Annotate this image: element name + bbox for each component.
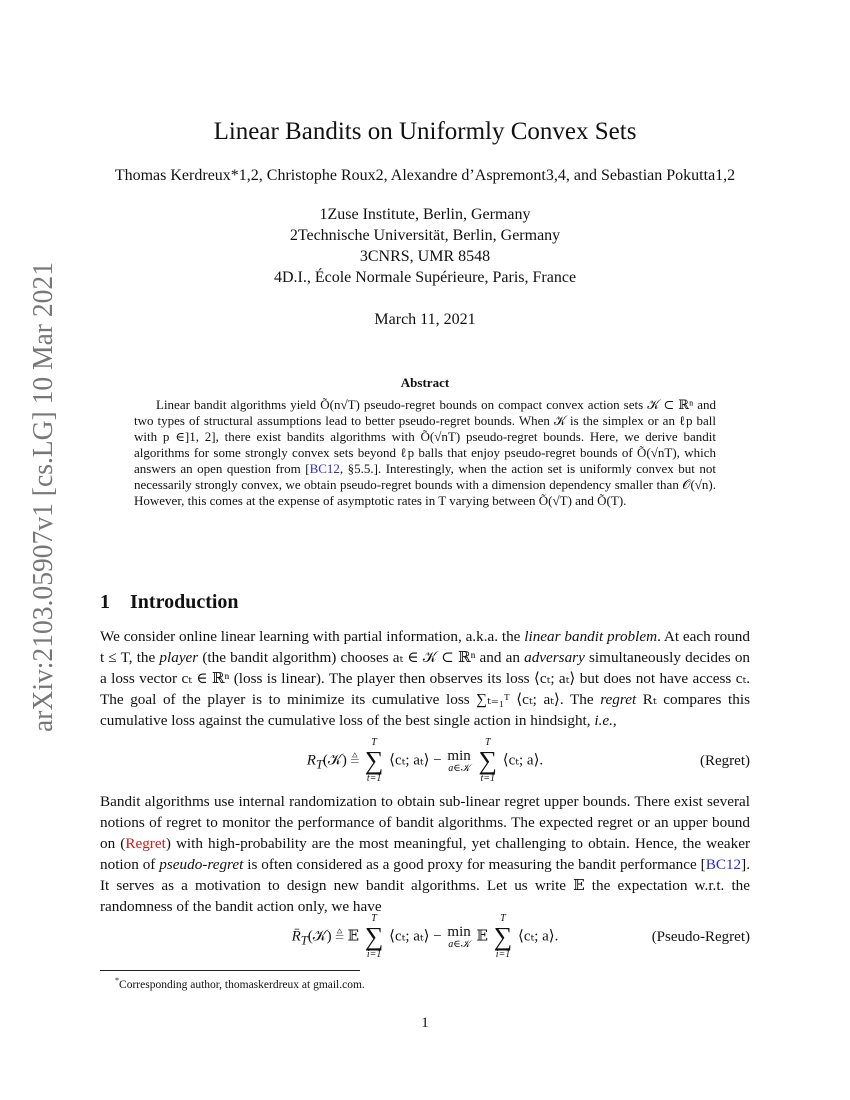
eq1-lhs-sub: T <box>315 757 323 772</box>
p1-text-a: We consider online linear learning with partial information, a.k.a. the <box>100 628 525 645</box>
regret-equation-body <box>100 738 750 784</box>
eq2-sum2-top: T <box>500 913 506 924</box>
abstract-heading: Abstract <box>400 375 450 390</box>
citation-link-bc12[interactable]: BC12 <box>705 856 742 873</box>
eq1-sum1-bot: t=1 <box>366 773 382 784</box>
affiliation-1: 1Zuse Institute, Berlin, Germany <box>319 206 531 223</box>
p1-text-k: , <box>612 712 617 729</box>
p1-emph-player: player <box>159 649 199 666</box>
eq1-lhs: R <box>306 752 316 769</box>
p1-emph-ie: i.e. <box>594 712 613 729</box>
page-number: 1 <box>421 1015 429 1031</box>
publication-date: March 11, 2021 <box>374 311 476 328</box>
eq2-expectation: 𝔼 <box>476 928 488 945</box>
eq2-lhs: R̄ <box>291 928 301 945</box>
p2-text-a: Bandit algorithms use internal randomization to obtain sub-linear regret upper bounds. There exist several notions of regret to monitor the performance of bandit algorithms. The expected regret or an upper bound on ( <box>100 793 750 852</box>
eq1-sum1-top: T <box>371 737 377 748</box>
eq1-lhs-rest: (𝒦) ≜ <box>322 752 360 769</box>
eq1-min-label: min <box>447 747 471 764</box>
footnote-text: Corresponding author, thomaskerdreux at gmail.com. <box>119 978 365 991</box>
section-heading <box>100 591 239 614</box>
eq1-sum2-bot: t=1 <box>480 773 496 784</box>
footnote-rule <box>100 970 360 971</box>
section-title: Introduction <box>130 591 239 613</box>
regret-equation <box>100 738 750 788</box>
intro-paragraph-1 <box>100 626 750 731</box>
p1-text-i: Rₜ compares this cumulative loss against the cumulative loss of the best single action in hindsight, <box>100 691 750 729</box>
abstract-text-1: Linear bandit algorithms yield Õ(n√T) pseudo-regret bounds on compact convex action sets 𝒦 ⊂ ℝⁿ and two types of structural assumptions lead to better pseudo-regret bounds. When 𝒦 is the simplex or an ℓp ball with p ∈]1, 2], there exist bandits algorithms with Õ(√nT) pseudo-regret bounds. Here, we derive bandit algorithms for some strongly convex sets beyond ℓp balls that enjoy pseudo-regret bounds of Õ(√nT), which answers an open question from [ <box>134 397 716 476</box>
eq1-sum2-top: T <box>484 737 491 748</box>
eq2-min-sub: a∈𝒦 <box>448 938 470 950</box>
p2-emph-pseudo-regret: pseudo-regret <box>159 856 244 873</box>
eq1-term1: ⟨cₜ; aₜ⟩ − <box>389 752 442 769</box>
p2-text-d: is often considered as a good proxy for measuring the bandit performance [ <box>243 856 706 873</box>
regret-equation-ref-link[interactable]: Regret <box>125 835 166 852</box>
eq2-min <box>447 925 470 950</box>
footnote-mark: * <box>115 976 120 985</box>
arxiv-side-stamp <box>20 262 64 732</box>
eq2-min-label: min <box>447 923 471 940</box>
p2-text-b: ) with high-probability are the most meaningful, yet challenging to obtain. Hence, the weaker notion of <box>100 835 751 873</box>
abstract-text-2: , §5.5.]. Interestingly, when the action set is uniformly convex but not necessarily strongly convex, we obtain pseudo-regret bounds with a dimension dependency smaller than 𝒪(√n). However, this comes at the expense of asymptotic rates in T varying between Õ(√T) and Õ(T). <box>134 461 716 508</box>
eq1-term2: ⟨cₜ; a⟩. <box>502 752 544 769</box>
eq2-lhs-sub: T <box>300 933 308 948</box>
author-list <box>0 167 850 185</box>
eq1-min <box>447 749 470 774</box>
eq2-sum2-bot: i=1 <box>495 949 511 960</box>
eq1-min-sub: a∈𝒦 <box>448 762 470 774</box>
footnote <box>115 976 365 991</box>
regret-equation-tag: (Regret) <box>700 753 750 769</box>
pseudo-regret-equation-tag: (Pseudo-Regret) <box>651 929 750 945</box>
p1-text-g: simultaneously decides on a loss vector cₜ ∈ ℝⁿ (loss is linear). The player then observes its loss ⟨cₜ; aₜ⟩ but does not have access cₜ. The goal of the player is to minimize its cumulative loss ∑ₜ₌₁ᵀ ⟨cₜ; aₜ⟩. The <box>100 649 751 708</box>
affiliation-2: 2Technische Universität, Berlin, Germany <box>289 227 561 244</box>
arxiv-stamp-text: arXiv:2103.05907v1 [cs.LG] 10 Mar 2021 <box>28 262 59 732</box>
p1-emph-adversary: adversary <box>524 649 585 666</box>
eq1-sum-2: T ∑ t=1 <box>478 737 498 784</box>
abstract-body <box>134 397 716 509</box>
affiliation-4: 4D.I., École Normale Supérieure, Paris, France <box>273 269 577 286</box>
authors-text: Thomas Kerdreux*1,2, Christophe Roux2, Alexandre d’Aspremont3,4, and Sebastian Pokutta1,2 <box>114 167 736 184</box>
p1-text-c: . At each round t ≤ T, the <box>100 628 750 666</box>
p1-emph-regret: regret <box>600 691 637 708</box>
affiliation-3: 3CNRS, UMR 8548 <box>359 248 491 265</box>
p1-text-e: (the bandit algorithm) chooses aₜ ∈ 𝒦 ⊂ ℝⁿ and an <box>198 649 525 666</box>
eq2-term1: ⟨cₜ; aₜ⟩ − <box>389 928 442 945</box>
eq2-sum-2: T ∑ i=1 <box>493 913 513 960</box>
citation-link[interactable]: BC12 <box>309 461 340 476</box>
p2-text-e: ]. It serves as a motivation to design new bandit algorithms. Let us write 𝔼 the expectation w.r.t. the randomness of the bandit action only, we have <box>100 856 750 915</box>
p1-emph-linear-bandit: linear bandit problem <box>524 628 658 645</box>
arxiv-stamp-svg <box>20 262 64 732</box>
eq1-sum-1: T ∑ t=1 <box>364 737 384 784</box>
intro-paragraph-2 <box>100 791 750 917</box>
eq2-sum-1: T ∑ i=1 <box>364 913 384 960</box>
pseudo-regret-equation <box>100 914 750 964</box>
eq2-term2: ⟨cₜ; a⟩. <box>517 928 559 945</box>
section-number: 1 <box>100 591 110 613</box>
eq2-lhs-rest: (𝒦) ≜ 𝔼 <box>307 928 360 945</box>
eq2-sum1-bot: i=1 <box>366 949 382 960</box>
paper-title: Linear Bandits on Uniformly Convex Sets <box>213 118 637 145</box>
eq2-sum1-top: T <box>371 913 377 924</box>
